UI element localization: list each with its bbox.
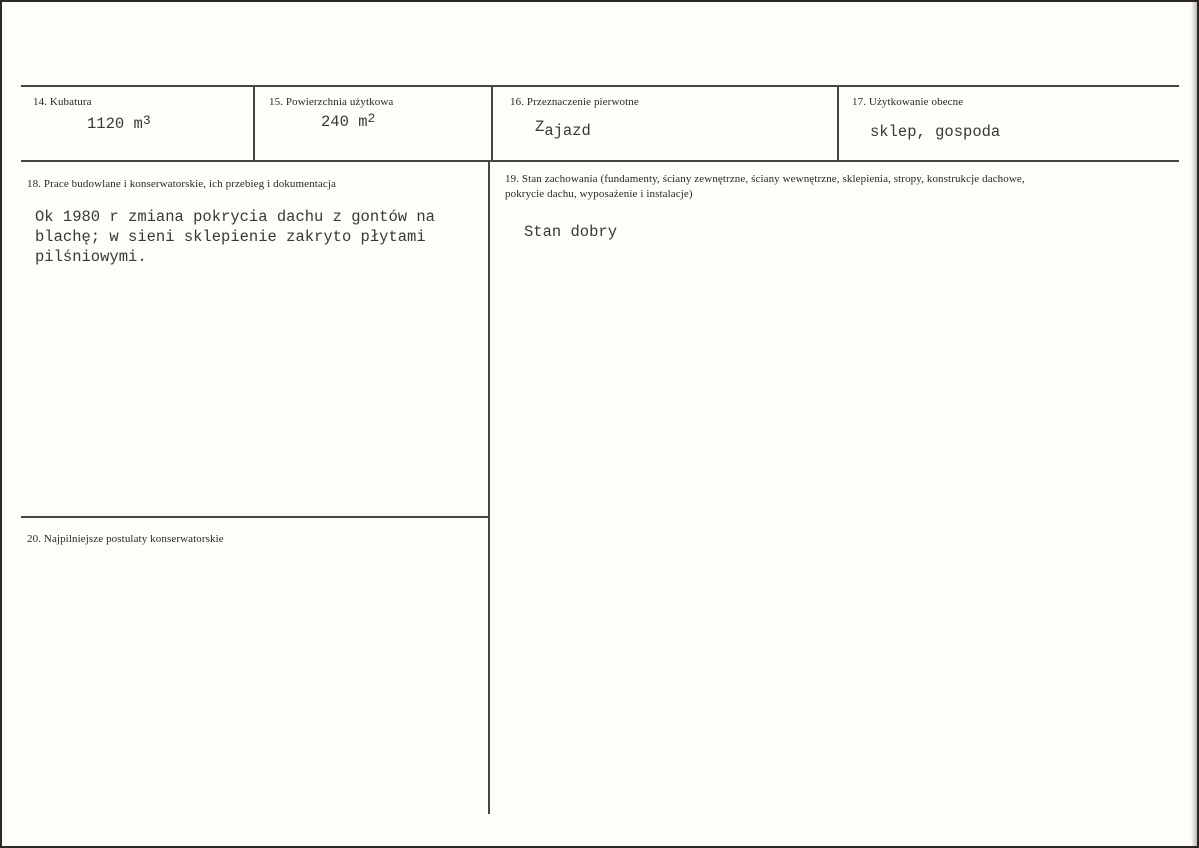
field-18-label: 18. Prace budowlane i konserwatorskie, ich przebieg i dokumentacja xyxy=(27,178,336,190)
field-16-value: Zajazd xyxy=(535,118,591,140)
field-16-label: 16. Przeznaczenie pierwotne xyxy=(510,96,639,108)
field-14-value: 1120 $m^3$ xyxy=(87,113,151,133)
divider-18-20 xyxy=(21,516,489,518)
field-15-value: 240 $m^2$ xyxy=(321,111,376,131)
field-17-label: 17. Użytkowanie obecne xyxy=(852,96,964,108)
field-19-value: Stan dobry xyxy=(524,223,618,241)
row1-bottom-line xyxy=(21,160,1179,162)
field-20-label: 20. Najpilniejsze postulaty konserwatorskie xyxy=(27,533,224,545)
divider-16-17 xyxy=(837,86,839,161)
inventory-card xyxy=(2,2,1197,846)
divider-18-19 xyxy=(488,161,490,814)
field-18-value: Ok 1980 r zmiana pokrycia dachu z gontów na blachę; w sieni sklepienie zakryto płytami pilśniowymi. xyxy=(35,208,435,266)
divider-14-15 xyxy=(253,86,255,161)
field-17-value: sklep, gospoda xyxy=(870,123,1001,141)
field-15-unit-exponent: 2 xyxy=(367,111,376,126)
divider-15-16 xyxy=(491,86,493,161)
top-border-line xyxy=(21,85,1179,87)
card-edge-shadow xyxy=(1191,2,1197,846)
field-15-label: 15. Powierzchnia użytkowa xyxy=(269,96,394,108)
field-19-label: 19. Stan zachowania (fundamenty, ściany zewnętrzne, ściany wewnętrzne, sklepienia, stropy, konstrukcje dachowe, pokrycie dachu, wyposażenie i instalacje) xyxy=(505,173,1025,200)
field-14-label: 14. Kubatura xyxy=(33,96,92,108)
field-14-unit-exponent: 3 xyxy=(142,113,151,128)
